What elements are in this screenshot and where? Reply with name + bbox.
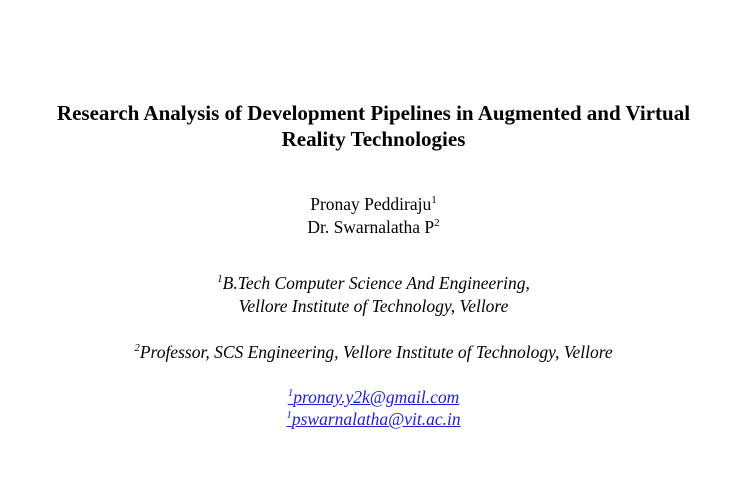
email-1 xyxy=(0,386,747,408)
author-1-sup: 1 xyxy=(431,194,437,206)
email-2-link[interactable] xyxy=(286,409,460,429)
affiliation-2-sup: 2 xyxy=(134,342,140,354)
email-1-address: pronay.y2k@gmail.com xyxy=(293,387,460,407)
author-2-name: Dr. Swarnalatha P xyxy=(307,217,435,237)
affiliation-1-line-1 xyxy=(0,272,747,294)
affiliation-2 xyxy=(0,341,747,363)
email-2 xyxy=(0,408,747,430)
email-1-sup: 1 xyxy=(287,387,294,399)
email-2-sup: 1 xyxy=(286,409,292,421)
author-2-sup: 2 xyxy=(434,217,440,229)
author-1 xyxy=(0,193,747,215)
affiliation-1-sup: 1 xyxy=(217,273,223,285)
affiliation-2-text: Professor, SCS Engineering, Vellore Institute of Technology, Vellore xyxy=(139,342,613,362)
email-1-link[interactable] xyxy=(288,387,460,407)
affiliation-1-text-1: B.Tech Computer Science And Engineering, xyxy=(222,273,530,293)
paper-title-line-1: Research Analysis of Development Pipelines in Augmented and Virtual xyxy=(56,101,691,125)
affiliation-1-line-2: Vellore Institute of Technology, Vellore xyxy=(238,296,509,316)
email-2-address: pswarnalatha@vit.ac.in xyxy=(291,409,461,429)
author-2 xyxy=(0,216,747,238)
paper-title-line-2: Reality Technologies xyxy=(281,127,466,151)
author-1-name: Pronay Peddiraju xyxy=(310,194,432,214)
